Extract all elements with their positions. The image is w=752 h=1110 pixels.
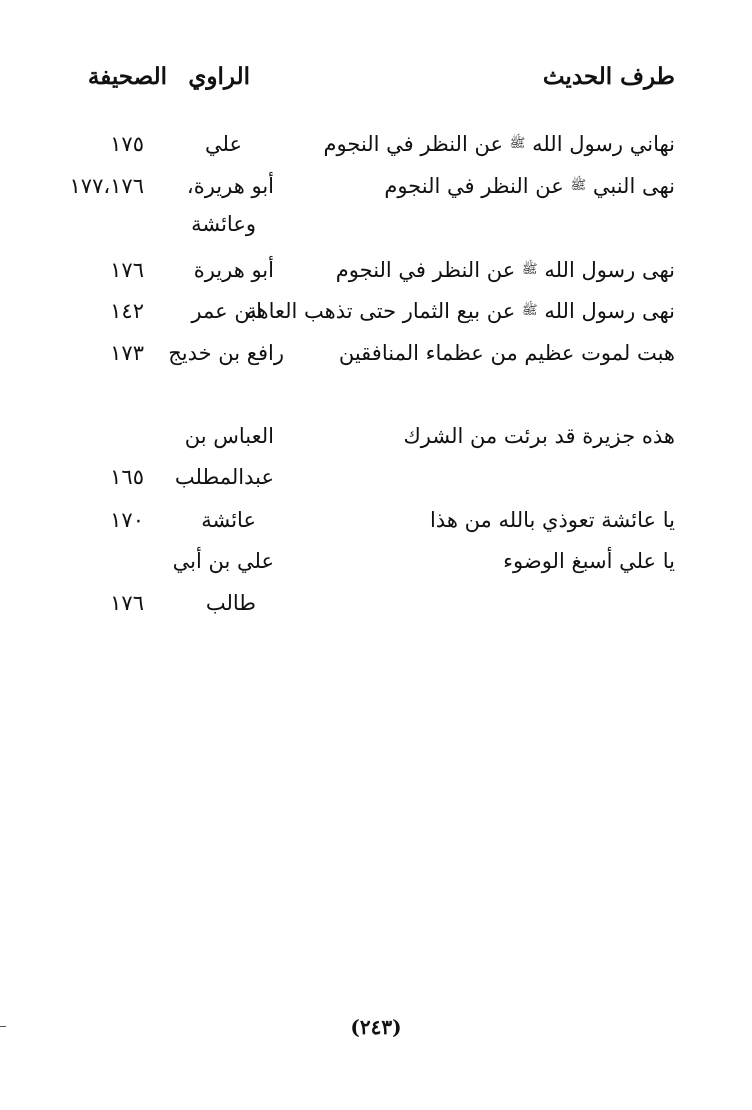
hadith-text	[246, 296, 675, 326]
page-ref: ١٤٢	[110, 299, 144, 323]
hadith-post: عن النظر في النجوم	[335, 258, 516, 282]
page-ref: ١٧٠	[110, 508, 144, 532]
hadith-pre: نهى رسول الله	[544, 299, 675, 323]
page-ref: ١٧٥	[110, 132, 144, 156]
hadith-text: يا عائشة تعوذي بالله من هذا	[429, 508, 675, 532]
hadith-text	[324, 129, 675, 159]
rawi: العباس بن	[184, 424, 274, 448]
hadith-text	[336, 255, 675, 285]
scan-edge-mark	[0, 1026, 6, 1027]
rawi-continued: وعائشة	[191, 212, 256, 236]
hadith-text	[384, 171, 675, 201]
rawi: أبو هريرة	[193, 258, 274, 282]
page-ref: ١٦٥	[110, 465, 144, 489]
page-number: (٢٤٣)	[350, 1015, 402, 1039]
page-ref: ١٧٧،١٧٦	[69, 174, 144, 198]
rawi: علي بن أبي	[172, 549, 274, 573]
hadith-pre: نهاني رسول الله	[532, 132, 675, 156]
hadith-pre: نهى النبي	[592, 174, 675, 198]
hadith-text: هذه جزيرة قد برئت من الشرك	[403, 424, 675, 448]
rawi: علي	[205, 132, 242, 156]
header-rawi: الراوي	[188, 63, 250, 90]
rawi: عائشة	[201, 508, 256, 532]
rawi: ابن عمر	[191, 299, 262, 323]
hadith-post: عن بيع الثمار حتى تذهب العاهة	[246, 299, 516, 323]
rawi: رافع بن خديج	[168, 341, 284, 365]
rawi-continued: طالب	[205, 591, 256, 615]
salawat-mark: ﷺ	[509, 136, 526, 151]
salawat-mark: ﷺ	[521, 262, 538, 277]
hadith-pre: نهى رسول الله	[544, 258, 675, 282]
salawat-mark: ﷺ	[521, 303, 538, 318]
page-ref: ١٧٣	[110, 341, 144, 365]
page-ref: ١٧٦	[110, 258, 144, 282]
hadith-text: هبت لموت عظيم من عظماء المنافقين	[338, 341, 675, 365]
hadith-post: عن النظر في النجوم	[384, 174, 564, 198]
header-page: الصحيفة	[87, 63, 167, 90]
rawi: أبو هريرة،	[186, 174, 274, 198]
header-hadith: طرف الحديث	[542, 63, 675, 90]
hadith-post: عن النظر في النجوم	[323, 132, 503, 156]
rawi-continued: عبدالمطلب	[174, 465, 274, 489]
hadith-text: يا علي أسبغ الوضوء	[503, 549, 675, 573]
salawat-mark: ﷺ	[570, 178, 587, 193]
page-ref: ١٧٦	[110, 591, 144, 615]
